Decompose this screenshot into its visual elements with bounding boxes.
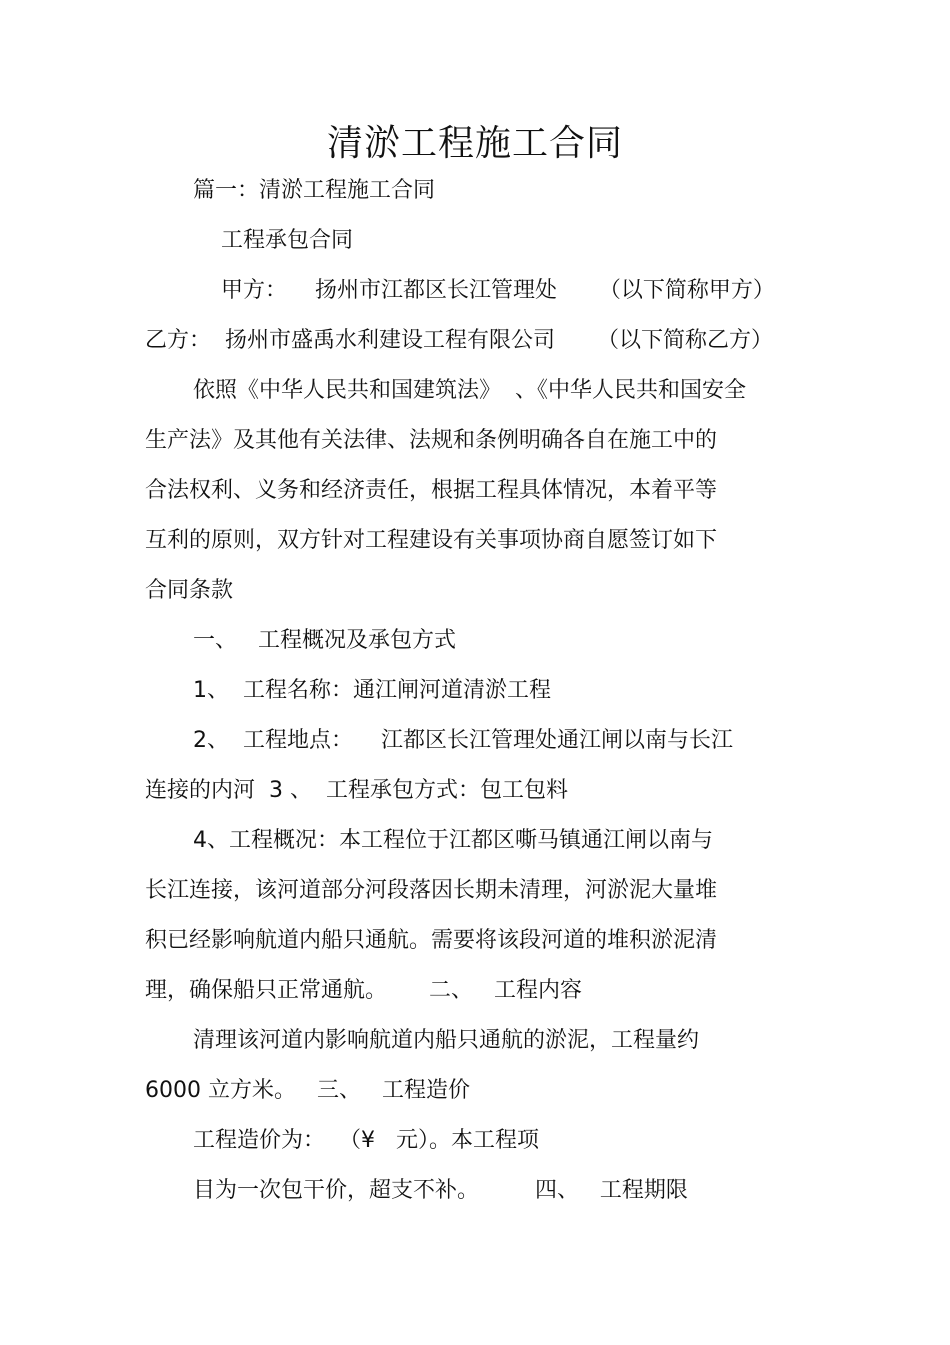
paragraph-line: 合法权利、义务和经济责任，根据工程具体情况，本着平等	[145, 478, 718, 503]
paragraph-line: 合同条款	[145, 578, 234, 603]
paragraph-line: 6000 立方米。 三、 工程造价	[145, 1078, 470, 1103]
paragraph-line: 工程承包合同	[221, 228, 354, 253]
paragraph-line: 清理该河道内影响航道内船只通航的淤泥，工程量约	[193, 1028, 700, 1053]
paragraph-line: 理，确保船只正常通航。 二、 工程内容	[145, 978, 582, 1003]
paragraph-line: 2、 工程地点： 江都区长江管理处通江闸以南与长江	[193, 728, 733, 753]
paragraph-line: 依照《中华人民共和国建筑法》 、《中华人民共和国安全	[193, 378, 746, 403]
paragraph-line: 互利的原则，双方针对工程建设有关事项协商自愿签订如下	[145, 528, 718, 553]
paragraph-line: 目为一次包干价，超支不补。 四、 工程期限	[193, 1178, 688, 1203]
paragraph-line: 乙方： 扬州市盛禹水利建设工程有限公司 （以下简称乙方）	[145, 328, 773, 353]
paragraph-line: 生产法》及其他有关法律、法规和条例明确各自在施工中的	[145, 428, 718, 453]
document-title: 清淤工程施工合同	[326, 123, 623, 164]
paragraph-line: 连接的内河 3 、 工程承包方式：包工包料	[145, 778, 568, 803]
paragraph-line: 4、工程概况：本工程位于江都区嘶马镇通江闸以南与	[193, 828, 713, 853]
paragraph-line: 篇一：清淤工程施工合同	[193, 178, 436, 203]
paragraph-line: 甲方： 扬州市江都区长江管理处 （以下简称甲方）	[221, 278, 775, 303]
paragraph-line: 工程造价为： （¥ 元）。本工程项	[193, 1128, 539, 1153]
section-heading: 一、 工程概况及承包方式	[193, 628, 456, 653]
paragraph-line: 积已经影响航道内船只通航。需要将该段河道的堆积淤泥清	[145, 928, 718, 953]
paragraph-line: 长江连接，该河道部分河段落因长期未清理，河淤泥大量堆	[145, 878, 718, 903]
paragraph-line: 1、 工程名称：通江闸河道清淤工程	[193, 678, 551, 703]
